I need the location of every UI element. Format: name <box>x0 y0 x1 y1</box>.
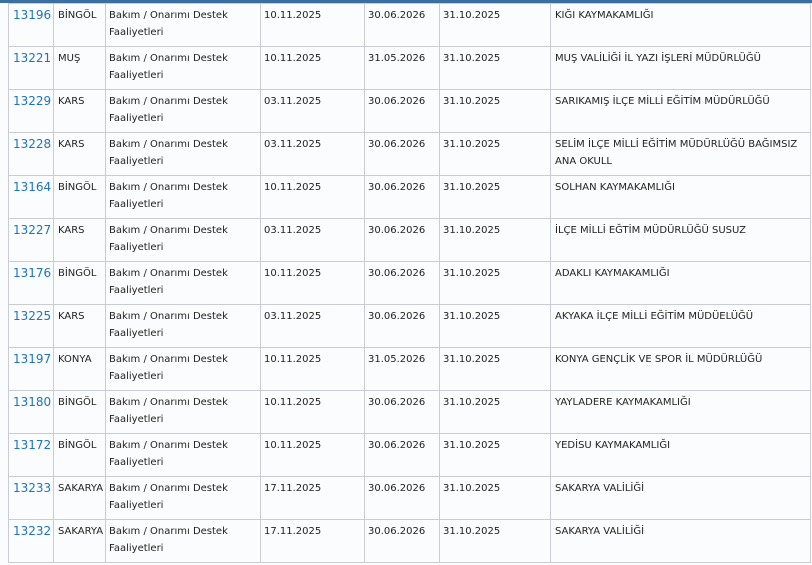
category-cell <box>106 47 261 90</box>
category-cell <box>106 90 261 133</box>
table-row[interactable] <box>9 176 811 219</box>
deadline-cell: 31.10.2025 <box>440 520 551 563</box>
start-date-cell: 10.11.2025 <box>261 4 365 47</box>
id-cell <box>9 4 54 47</box>
city-cell: KONYA <box>54 348 106 391</box>
institution-cell: SAKARYA VALİLİĞİ <box>551 477 811 520</box>
end-date-cell: 30.06.2026 <box>365 477 440 520</box>
end-date-cell: 30.06.2026 <box>365 305 440 348</box>
end-date-cell: 30.06.2026 <box>365 90 440 133</box>
deadline-cell: 31.10.2025 <box>440 4 551 47</box>
category-line-2: Faaliyetleri <box>109 371 164 382</box>
listing-id-link[interactable]: 13233 <box>13 481 52 495</box>
listing-id-link[interactable]: 13227 <box>13 223 52 237</box>
city-cell: BİNGÖL <box>54 4 106 47</box>
end-date-cell: 30.06.2026 <box>365 434 440 477</box>
id-cell <box>9 176 54 219</box>
end-date-cell: 30.06.2026 <box>365 133 440 176</box>
table-row[interactable] <box>9 219 811 262</box>
deadline-cell: 31.10.2025 <box>440 90 551 133</box>
id-cell <box>9 90 54 133</box>
category-line-2: Faaliyetleri <box>109 500 164 511</box>
category-line-1: Bakım / Onarımı Destek <box>109 526 228 537</box>
listing-id-link[interactable]: 13225 <box>13 309 52 323</box>
category-cell <box>106 348 261 391</box>
category-line-2: Faaliyetleri <box>109 328 164 339</box>
institution-cell: SELİM İLÇE MİLLİ EĞİTİM MÜDÜRLÜĞÜ BAĞIMSIZ ANA OKULL <box>551 133 811 176</box>
start-date-cell: 03.11.2025 <box>261 219 365 262</box>
category-cell <box>106 305 261 348</box>
start-date-cell: 10.11.2025 <box>261 262 365 305</box>
end-date-cell: 30.06.2026 <box>365 391 440 434</box>
deadline-cell: 31.10.2025 <box>440 305 551 348</box>
end-date-cell: 30.06.2026 <box>365 262 440 305</box>
institution-cell: ADAKLI KAYMAKAMLIĞI <box>551 262 811 305</box>
id-cell <box>9 133 54 176</box>
category-line-2: Faaliyetleri <box>109 242 164 253</box>
category-line-1: Bakım / Onarımı Destek <box>109 483 228 494</box>
end-date-cell: 30.06.2026 <box>365 219 440 262</box>
city-cell: BİNGÖL <box>54 176 106 219</box>
listing-id-link[interactable]: 13221 <box>13 51 52 65</box>
table-row[interactable] <box>9 4 811 47</box>
start-date-cell: 03.11.2025 <box>261 305 365 348</box>
deadline-cell: 31.10.2025 <box>440 434 551 477</box>
institution-cell: SOLHAN KAYMAKAMLIĞI <box>551 176 811 219</box>
category-cell <box>106 219 261 262</box>
end-date-cell: 30.06.2026 <box>365 176 440 219</box>
table-row[interactable] <box>9 305 811 348</box>
category-line-2: Faaliyetleri <box>109 27 164 38</box>
start-date-cell: 17.11.2025 <box>261 520 365 563</box>
category-cell <box>106 176 261 219</box>
institution-cell: İLÇE MİLLİ EĞTİM MÜDÜRLÜĞÜ SUSUZ <box>551 219 811 262</box>
city-cell: KARS <box>54 90 106 133</box>
start-date-cell: 10.11.2025 <box>261 348 365 391</box>
id-cell <box>9 520 54 563</box>
city-cell: KARS <box>54 133 106 176</box>
listing-table <box>8 3 811 563</box>
city-cell: BİNGÖL <box>54 434 106 477</box>
id-cell <box>9 391 54 434</box>
table-row[interactable] <box>9 348 811 391</box>
city-cell: SAKARYA <box>54 520 106 563</box>
category-cell <box>106 391 261 434</box>
category-line-2: Faaliyetleri <box>109 543 164 554</box>
table-row[interactable] <box>9 47 811 90</box>
id-cell <box>9 477 54 520</box>
id-cell <box>9 348 54 391</box>
id-cell <box>9 305 54 348</box>
listing-id-link[interactable]: 13164 <box>13 180 52 194</box>
listing-id-link[interactable]: 13228 <box>13 137 52 151</box>
start-date-cell: 10.11.2025 <box>261 434 365 477</box>
listing-id-link[interactable]: 13172 <box>13 438 52 452</box>
id-cell <box>9 47 54 90</box>
institution-cell: YEDİSU KAYMAKAMLIĞI <box>551 434 811 477</box>
deadline-cell: 31.10.2025 <box>440 348 551 391</box>
city-cell: BİNGÖL <box>54 262 106 305</box>
start-date-cell: 10.11.2025 <box>261 176 365 219</box>
category-line-2: Faaliyetleri <box>109 113 164 124</box>
category-line-2: Faaliyetleri <box>109 199 164 210</box>
deadline-cell: 31.10.2025 <box>440 219 551 262</box>
start-date-cell: 10.11.2025 <box>261 47 365 90</box>
end-date-cell: 30.06.2026 <box>365 4 440 47</box>
listing-id-link[interactable]: 13180 <box>13 395 52 409</box>
listing-id-link[interactable]: 13229 <box>13 94 52 108</box>
listing-id-link[interactable]: 13176 <box>13 266 52 280</box>
category-cell <box>106 262 261 305</box>
id-cell <box>9 434 54 477</box>
listing-id-link[interactable]: 13232 <box>13 524 52 538</box>
category-line-1: Bakım / Onarımı Destek <box>109 10 228 21</box>
start-date-cell: 03.11.2025 <box>261 90 365 133</box>
category-line-1: Bakım / Onarımı Destek <box>109 397 228 408</box>
city-cell: MUŞ <box>54 47 106 90</box>
category-line-1: Bakım / Onarımı Destek <box>109 225 228 236</box>
institution-cell: YAYLADERE KAYMAKAMLIĞI <box>551 391 811 434</box>
table-row[interactable] <box>9 133 811 176</box>
category-line-1: Bakım / Onarımı Destek <box>109 182 228 193</box>
deadline-cell: 31.10.2025 <box>440 391 551 434</box>
end-date-cell: 31.05.2026 <box>365 47 440 90</box>
category-line-2: Faaliyetleri <box>109 414 164 425</box>
id-cell <box>9 262 54 305</box>
city-cell: BİNGÖL <box>54 391 106 434</box>
category-line-1: Bakım / Onarımı Destek <box>109 311 228 322</box>
institution-cell: KIĞI KAYMAKAMLIĞI <box>551 4 811 47</box>
start-date-cell: 03.11.2025 <box>261 133 365 176</box>
category-cell <box>106 520 261 563</box>
category-cell <box>106 477 261 520</box>
end-date-cell: 31.05.2026 <box>365 348 440 391</box>
category-line-1: Bakım / Onarımı Destek <box>109 96 228 107</box>
deadline-cell: 31.10.2025 <box>440 133 551 176</box>
start-date-cell: 17.11.2025 <box>261 477 365 520</box>
category-line-2: Faaliyetleri <box>109 70 164 81</box>
category-line-2: Faaliyetleri <box>109 156 164 167</box>
institution-cell: SARIKAMIŞ İLÇE MİLLİ EĞİTİM MÜDÜRLÜĞÜ <box>551 90 811 133</box>
listing-table-body <box>9 4 811 563</box>
category-line-1: Bakım / Onarımı Destek <box>109 354 228 365</box>
start-date-cell: 10.11.2025 <box>261 391 365 434</box>
table-row[interactable] <box>9 477 811 520</box>
city-cell: KARS <box>54 305 106 348</box>
listing-id-link[interactable]: 13196 <box>13 8 52 22</box>
listing-id-link[interactable]: 13197 <box>13 352 52 366</box>
category-line-1: Bakım / Onarımı Destek <box>109 53 228 64</box>
category-line-1: Bakım / Onarımı Destek <box>109 139 228 150</box>
deadline-cell: 31.10.2025 <box>440 262 551 305</box>
table-row[interactable] <box>9 520 811 563</box>
category-cell <box>106 434 261 477</box>
deadline-cell: 31.10.2025 <box>440 477 551 520</box>
category-line-1: Bakım / Onarımı Destek <box>109 440 228 451</box>
category-line-2: Faaliyetleri <box>109 285 164 296</box>
city-cell: SAKARYA <box>54 477 106 520</box>
institution-cell: MUŞ VALİLİĞİ İL YAZI İŞLERİ MÜDÜRLÜĞÜ <box>551 47 811 90</box>
category-line-2: Faaliyetleri <box>109 457 164 468</box>
institution-cell: AKYAKA İLÇE MİLLİ EĞİTİM MÜDÜELÜĞÜ <box>551 305 811 348</box>
institution-cell: SAKARYA VALİLİĞİ <box>551 520 811 563</box>
category-line-1: Bakım / Onarımı Destek <box>109 268 228 279</box>
table-row[interactable] <box>9 391 811 434</box>
city-cell: KARS <box>54 219 106 262</box>
end-date-cell: 30.06.2026 <box>365 520 440 563</box>
id-cell <box>9 219 54 262</box>
category-cell <box>106 133 261 176</box>
deadline-cell: 31.10.2025 <box>440 47 551 90</box>
table-row[interactable] <box>9 90 811 133</box>
table-row[interactable] <box>9 262 811 305</box>
institution-cell: KONYA GENÇLİK VE SPOR İL MÜDÜRLÜĞÜ <box>551 348 811 391</box>
table-row[interactable] <box>9 434 811 477</box>
category-cell <box>106 4 261 47</box>
deadline-cell: 31.10.2025 <box>440 176 551 219</box>
